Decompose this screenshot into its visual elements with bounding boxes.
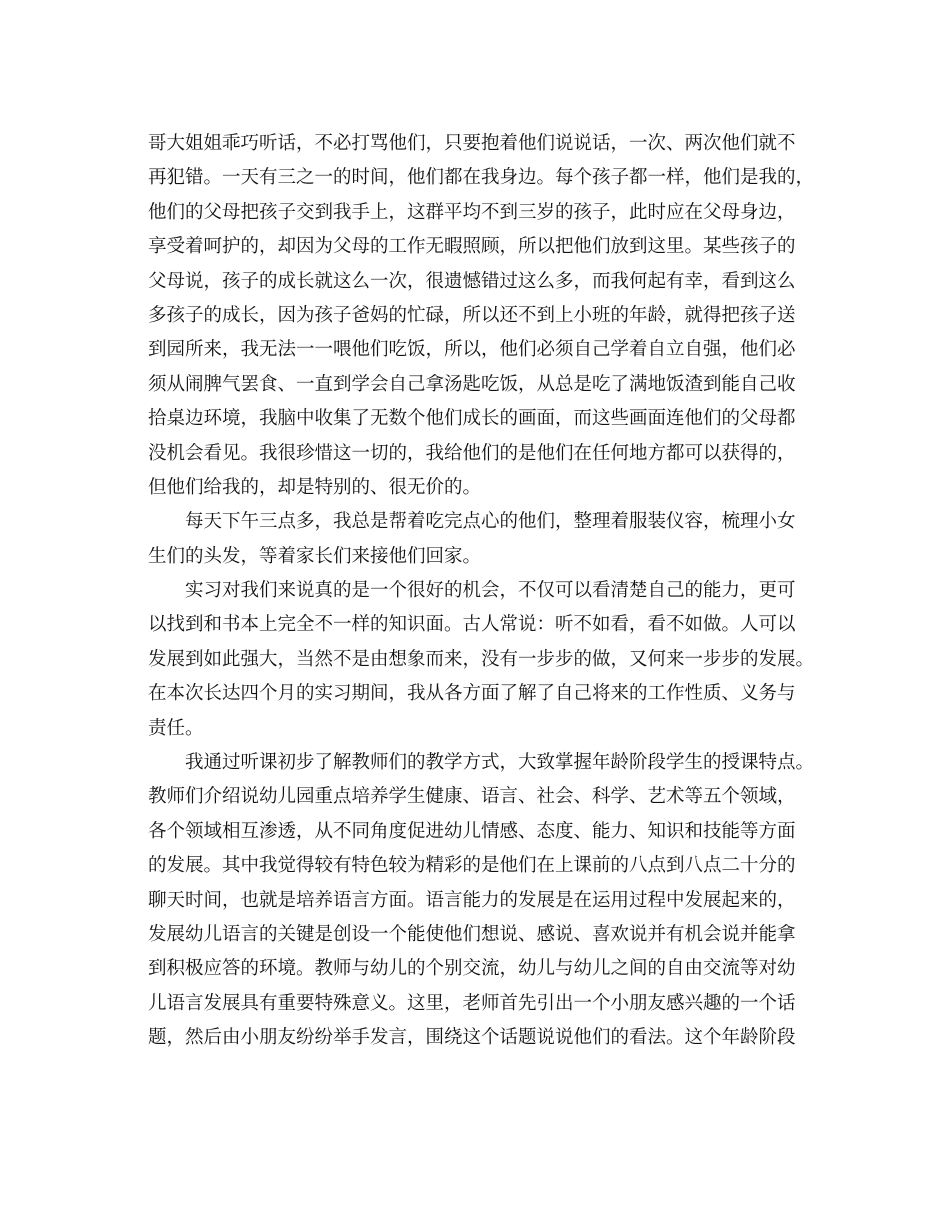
paragraph-1 [148, 127, 815, 505]
text-line: 以找到和书本上完全不一样的知识面。古人常说：听不如看，看不如做。人可以 [148, 614, 796, 636]
text-line: 但他们给我的，却是特别的、很无价的。 [148, 476, 482, 498]
text-line: 的发展。其中我觉得较有特色较为精彩的是他们在上课前的八点到八点二十分的 [148, 855, 796, 877]
text-line: 父母说，孩子的成长就这么一次，很遗憾错过这么多，而我何起有幸，看到这么 [148, 270, 796, 292]
text-line: 到园所来，我无法一一喂他们吃饭，所以，他们必须自己学着自立自强，他们必 [148, 339, 796, 361]
text-line: 题，然后由小朋友纷纷举手发言，围绕这个话题说说他们的看法。这个年龄阶段 [148, 1027, 796, 1049]
text-line: 享受着呵护的，却因为父母的工作无暇照顾，所以把他们放到这里。某些孩子的 [148, 236, 796, 258]
text-line: 发展幼儿语言的关键是创设一个能使他们想说、感说、喜欢说并有机会说并能拿 [148, 923, 796, 945]
paragraph-3 [148, 574, 815, 746]
paragraph-4 [148, 746, 815, 1056]
text-line: 须从闹脾气罢食、一直到学会自己拿汤匙吃饭，从总是吃了满地饭渣到能自己收 [148, 373, 796, 395]
text-line: 发展到如此强大，当然不是由想象而来，没有一步步的做，又何来一步步的发展。 [148, 648, 815, 670]
text-line: 没机会看见。我很珍惜这一切的，我给他们的是他们在任何地方都可以获得的， [148, 442, 796, 464]
text-line: 他们的父母把孩子交到我手上，这群平均不到三岁的孩子，此时应在父母身边， [148, 201, 796, 223]
text-line: 到积极应答的环境。教师与幼儿的个别交流，幼儿与幼儿之间的自由交流等对幼 [148, 958, 796, 980]
text-line: 再犯错。一天有三之一的时间，他们都在我身边。每个孩子都一样，他们是我的， [148, 167, 815, 189]
text-line: 拾桌边环境，我脑中收集了无数个他们成长的画面，而这些画面连他们的父母都 [148, 408, 796, 430]
text-line: 各个领域相互渗透，从不同角度促进幼儿情感、态度、能力、知识和技能等方面 [148, 820, 796, 842]
text-line: 多孩子的成长，因为孩子爸妈的忙碌，所以还不到上小班的年龄，就得把孩子送 [148, 304, 796, 326]
paragraph-2 [148, 505, 808, 574]
text-line: 教师们介绍说幼儿园重点培养学生健康、语言、社会、科学、艺术等五个领域， [148, 786, 796, 808]
text-line: 每天下午三点多，我总是帮着吃完点心的他们，整理着服装仪容，梳理小女 [185, 511, 796, 533]
text-line: 责任。 [148, 717, 204, 739]
text-line: 儿语言发展具有重要特殊意义。这里，老师首先引出一个小朋友感兴趣的一个话 [148, 992, 796, 1014]
text-line: 生们的头发，等着家长们来接他们回家。 [148, 545, 482, 567]
document-body [148, 127, 815, 1056]
text-line: 哥大姐姐乖巧听话，不必打骂他们，只要抱着他们说说话，一次、两次他们就不 [148, 133, 796, 154]
text-line: 在本次长达四个月的实习期间，我从各方面了解了自己将来的工作性质、义务与 [148, 683, 796, 705]
text-line: 实习对我们来说真的是一个很好的机会，不仅可以看清楚自己的能力，更可 [185, 580, 796, 602]
text-line: 我通过听课初步了解教师们的教学方式，大致掌握年龄阶段学生的授课特点。 [185, 752, 815, 774]
text-line: 聊天时间，也就是培养语言方面。语言能力的发展是在运用过程中发展起来的， [148, 889, 796, 911]
